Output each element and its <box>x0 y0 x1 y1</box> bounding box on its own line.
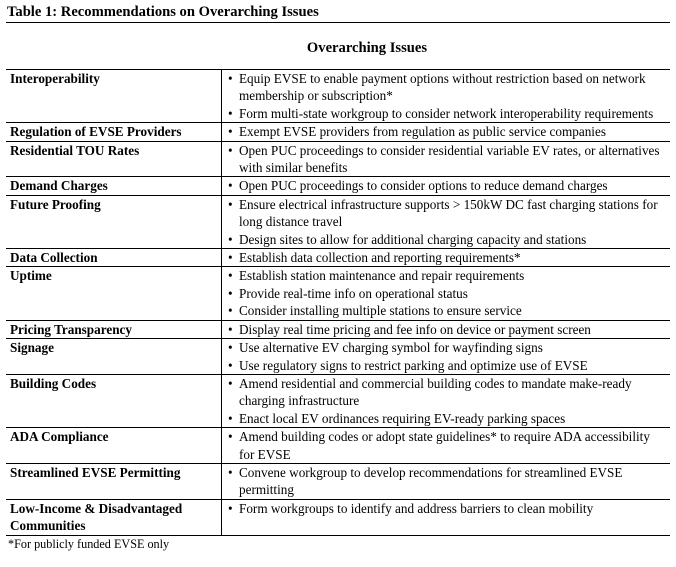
bullet-icon: • <box>228 268 233 284</box>
recommendation-text: Ensure electrical infrastructure supports > 150kW DC fast charging stations for long distance travel <box>239 196 658 230</box>
recommendation-text: Amend residential and commercial building codes to mandate make-ready charging infrastructure <box>239 375 632 409</box>
bullet-icon: • <box>228 196 233 212</box>
recommendation-item <box>228 410 666 427</box>
recommendation-item <box>228 500 666 517</box>
caption-divider <box>6 22 670 23</box>
issue-topic: Low-Income & Disadvantaged Communities <box>10 500 183 534</box>
recommendation-item <box>228 464 666 499</box>
recommendation-item <box>228 123 666 140</box>
recommendation-list <box>228 500 666 517</box>
issue-topic: Uptime <box>10 268 52 284</box>
recommendation-item <box>228 339 666 356</box>
recommendation-item <box>228 142 666 177</box>
table-row <box>6 70 670 123</box>
bullet-icon: • <box>228 375 233 391</box>
recommendation-list <box>228 196 666 248</box>
recommendation-item <box>228 231 666 248</box>
bullet-icon: • <box>228 464 233 480</box>
table-row <box>6 320 670 338</box>
recommendation-item <box>228 428 666 463</box>
bullet-icon: • <box>228 105 233 121</box>
footnote: *For publicly funded EVSE only <box>8 536 170 551</box>
recommendation-item <box>228 249 666 266</box>
table-row <box>6 249 670 267</box>
recommendation-text: Consider installing multiple stations to ensure service <box>239 303 522 319</box>
recommendation-text: Convene workgroup to develop recommendations for streamlined EVSE permitting <box>239 464 623 498</box>
bullet-icon: • <box>228 429 233 445</box>
bullet-icon: • <box>228 357 233 373</box>
recommendation-list <box>228 339 666 374</box>
issue-topic: Building Codes <box>10 375 97 391</box>
recommendations-cell <box>222 320 671 338</box>
recommendation-text: Use alternative EV charging symbol for wayfinding signs <box>239 340 543 356</box>
table-row <box>6 374 670 427</box>
recommendations-cell <box>222 141 671 177</box>
recommendation-list <box>228 123 666 140</box>
issue-topic: Signage <box>10 340 54 356</box>
issue-topic: ADA Compliance <box>10 429 109 445</box>
table-row <box>6 463 670 499</box>
issue-topic: Regulation of EVSE Providers <box>10 124 182 140</box>
bullet-icon: • <box>228 410 233 426</box>
recommendation-text: Enact local EV ordinances requiring EV-ready parking spaces <box>239 410 566 426</box>
recommendation-item <box>228 375 666 410</box>
recommendation-list <box>228 428 666 463</box>
recommendation-list <box>228 177 666 194</box>
issue-topic: Pricing Transparency <box>10 321 132 337</box>
issue-topic: Residential TOU Rates <box>10 142 140 158</box>
recommendation-item <box>228 267 666 284</box>
bullet-icon: • <box>228 250 233 266</box>
table-row <box>6 267 670 320</box>
bullet-icon: • <box>228 340 233 356</box>
issue-topic: Demand Charges <box>10 178 108 194</box>
recommendation-item <box>228 357 666 374</box>
table-row <box>6 499 670 535</box>
recommendation-list <box>228 249 666 266</box>
recommendation-list <box>228 321 666 338</box>
table-row <box>6 428 670 464</box>
recommendations-cell <box>222 177 671 195</box>
recommendation-text: Exempt EVSE providers from regulation as public service companies <box>239 124 606 140</box>
issue-topic: Future Proofing <box>10 196 101 212</box>
recommendations-cell <box>222 267 671 320</box>
recommendation-item <box>228 177 666 194</box>
recommendation-text: Form workgroups to identify and address barriers to clean mobility <box>239 500 594 516</box>
recommendation-text: Amend building codes or adopt state guidelines* to require ADA accessibility for EVSE <box>239 429 650 462</box>
recommendation-text: Provide real-time info on operational status <box>239 285 468 301</box>
recommendation-text: Establish station maintenance and repair requirements <box>239 268 525 284</box>
bullet-icon: • <box>228 124 233 140</box>
table-row <box>6 177 670 195</box>
recommendations-cell <box>222 463 671 499</box>
recommendation-list <box>228 70 666 122</box>
bullet-icon: • <box>228 231 233 247</box>
recommendation-text: Establish data collection and reporting requirements* <box>239 250 521 266</box>
table-row <box>6 339 670 375</box>
recommendations-cell <box>222 123 671 141</box>
recommendation-item <box>228 321 666 338</box>
recommendation-text: Design sites to allow for additional charging capacity and stations <box>239 231 587 247</box>
recommendation-list <box>228 464 666 499</box>
recommendations-cell <box>222 249 671 267</box>
recommendation-list <box>228 375 666 427</box>
recommendation-text: Equip EVSE to enable payment options without restriction based on network membership or subscription* <box>239 71 646 104</box>
bullet-icon: • <box>228 71 233 86</box>
recommendation-item <box>228 70 666 105</box>
recommendation-item <box>228 105 666 122</box>
issue-topic: Data Collection <box>10 250 98 266</box>
issue-topic: Streamlined EVSE Permitting <box>10 464 181 480</box>
issue-topic: Interoperability <box>10 71 100 86</box>
recommendation-text: Use regulatory signs to restrict parking and optimize use of EVSE <box>239 357 588 373</box>
bullet-icon: • <box>228 303 233 319</box>
recommendations-cell <box>222 70 671 123</box>
recommendation-text: Open PUC proceedings to consider options to reduce demand charges <box>239 178 608 194</box>
recommendations-cell <box>222 428 671 464</box>
recommendation-item <box>228 285 666 302</box>
recommendations-cell <box>222 499 671 535</box>
bullet-icon: • <box>228 285 233 301</box>
table-body <box>6 70 670 536</box>
bullet-icon: • <box>228 142 233 158</box>
recommendations-cell <box>222 195 671 248</box>
recommendation-item <box>228 302 666 319</box>
recommendation-text: Form multi-state workgroup to consider network interoperability requirements <box>239 105 654 121</box>
bullet-icon: • <box>228 321 233 337</box>
table-row <box>6 195 670 248</box>
recommendations-table <box>6 69 670 536</box>
recommendation-list <box>228 267 666 319</box>
recommendation-item <box>228 196 666 231</box>
recommendations-cell <box>222 339 671 375</box>
bullet-icon: • <box>228 178 233 194</box>
table-row <box>6 123 670 141</box>
recommendations-cell <box>222 374 671 427</box>
table-caption: Table 1: Recommendations on Overarching Issues <box>7 4 319 20</box>
recommendation-text: Display real time pricing and fee info on device or payment screen <box>239 321 591 337</box>
table-heading: Overarching Issues <box>306 40 428 56</box>
recommendation-list <box>228 142 666 177</box>
bullet-icon: • <box>228 500 233 516</box>
recommendation-text: Open PUC proceedings to consider residential variable EV rates, or alternatives with similar benefits <box>239 142 660 176</box>
table-row <box>6 141 670 177</box>
